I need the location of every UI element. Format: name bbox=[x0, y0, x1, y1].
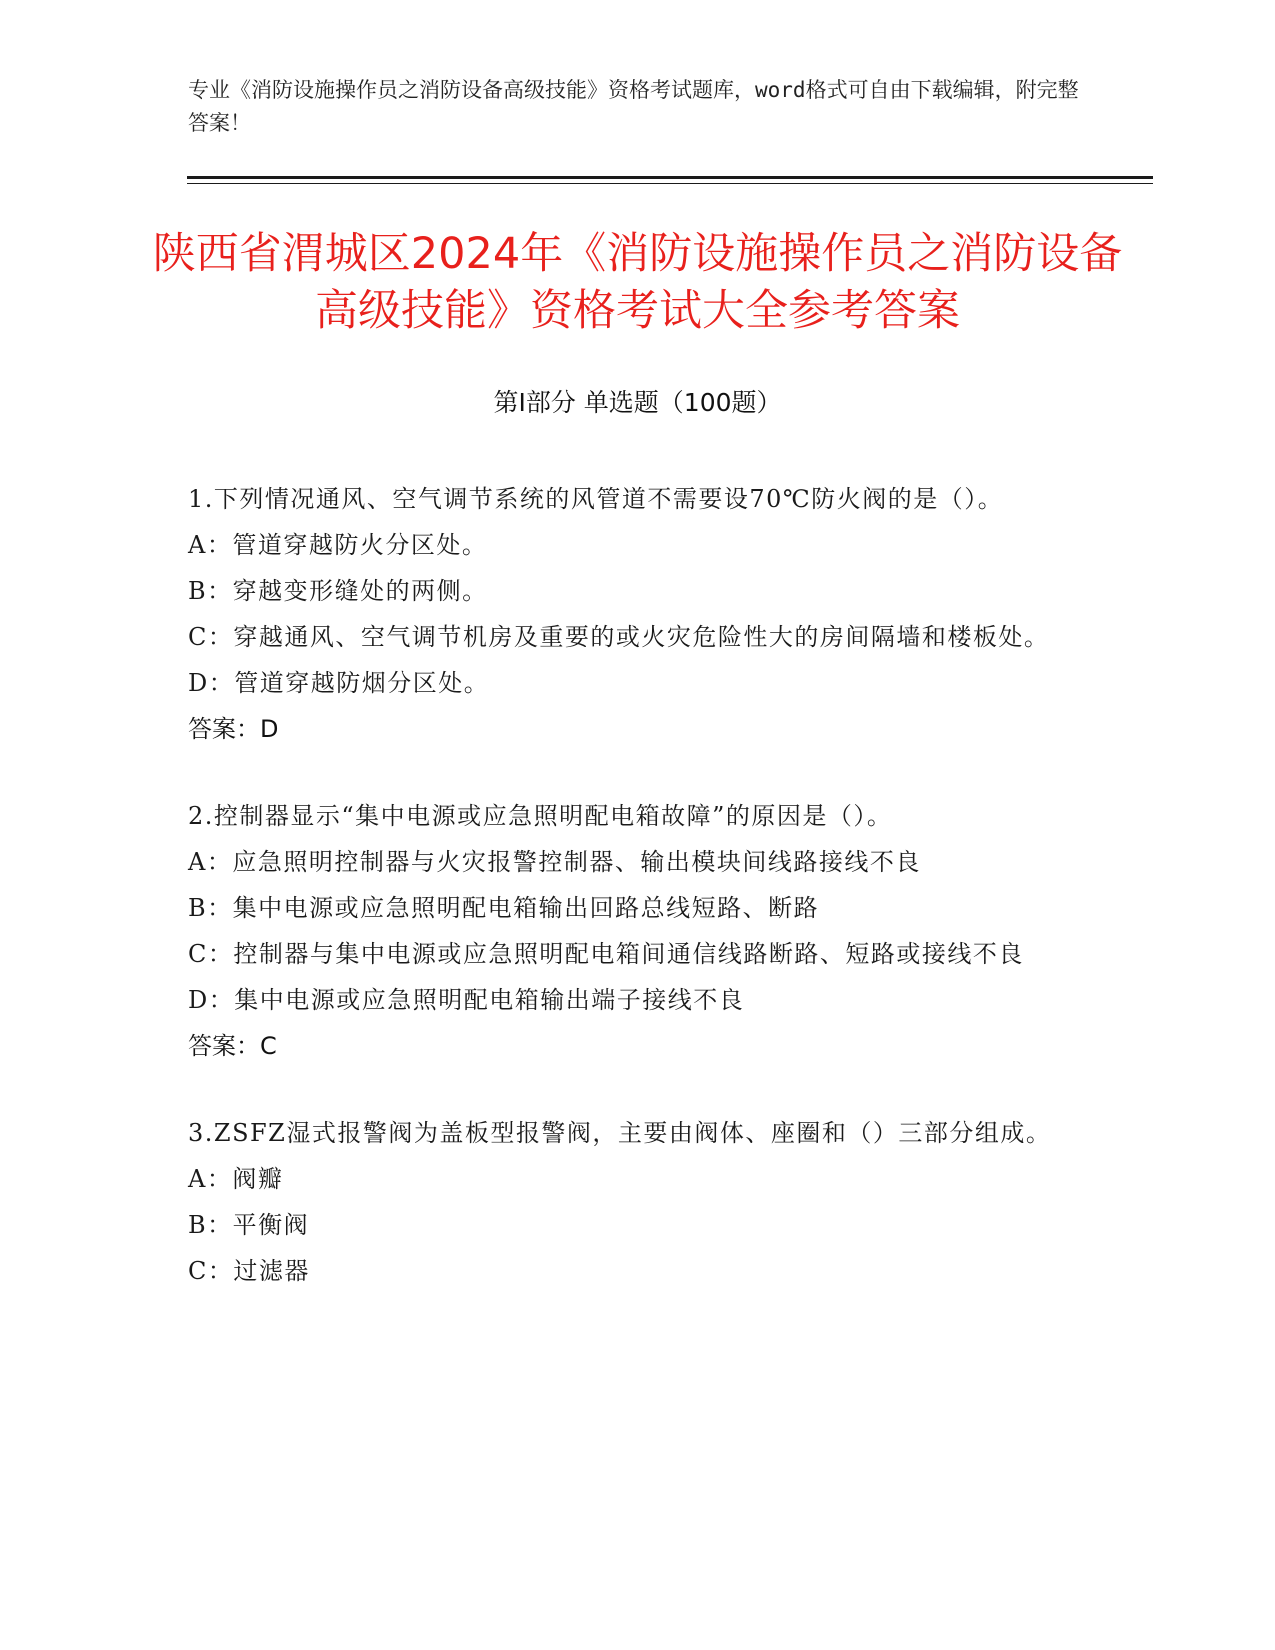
option-b: B：穿越变形缝处的两侧。 bbox=[188, 577, 488, 605]
question-3 bbox=[188, 1110, 1073, 1294]
option-d: D：集中电源或应急照明配电箱输出端子接线不良 bbox=[188, 986, 745, 1014]
section-heading: 第I部分 单选题（100题） bbox=[493, 388, 782, 417]
option-b: B：平衡阀 bbox=[188, 1211, 310, 1239]
question-stem: 2.控制器显示“集中电源或应急照明配电箱故障”的原因是（）。 bbox=[188, 802, 893, 830]
option-c: C：过滤器 bbox=[188, 1257, 310, 1285]
option-b: B：集中电源或应急照明配电箱输出回路总线短路、断路 bbox=[188, 894, 820, 922]
question-list bbox=[188, 476, 1073, 1335]
header-divider-thin bbox=[187, 183, 1153, 184]
option-d: D：管道穿越防烟分区处。 bbox=[188, 669, 490, 697]
question-stem: 3.ZSFZ湿式报警阀为盖板型报警阀，主要由阀体、座圈和（）三部分组成。 bbox=[188, 1119, 1052, 1147]
header-note: 专业《消防设施操作员之消防设备高级技能》资格考试题库，word格式可自由下载编辑，附完整答案！ bbox=[188, 78, 1079, 135]
option-c: C：控制器与集中电源或应急照明配电箱间通信线路断路、短路或接线不良 bbox=[188, 940, 1024, 968]
option-a: A：阀瓣 bbox=[188, 1165, 284, 1193]
question-stem: 1.下列情况通风、空气调节系统的风管道不需要设70℃防火阀的是（）。 bbox=[188, 485, 1004, 513]
answer: 答案：C bbox=[188, 1032, 277, 1060]
document-title: 陕西省渭城区2024年《消防设施操作员之消防设备高级技能》资格考试大全参考答案 bbox=[152, 229, 1123, 336]
question-2 bbox=[188, 793, 1073, 1069]
option-a: A：应急照明控制器与火灾报警控制器、输出模块间线路接线不良 bbox=[188, 848, 921, 876]
option-c: C：穿越通风、空气调节机房及重要的或火灾危险性大的房间隔墙和楼板处。 bbox=[188, 623, 1050, 651]
header-divider-thick bbox=[187, 176, 1153, 179]
question-1 bbox=[188, 476, 1073, 752]
answer: 答案：D bbox=[188, 715, 279, 743]
option-a: A：管道穿越防火分区处。 bbox=[188, 531, 488, 559]
